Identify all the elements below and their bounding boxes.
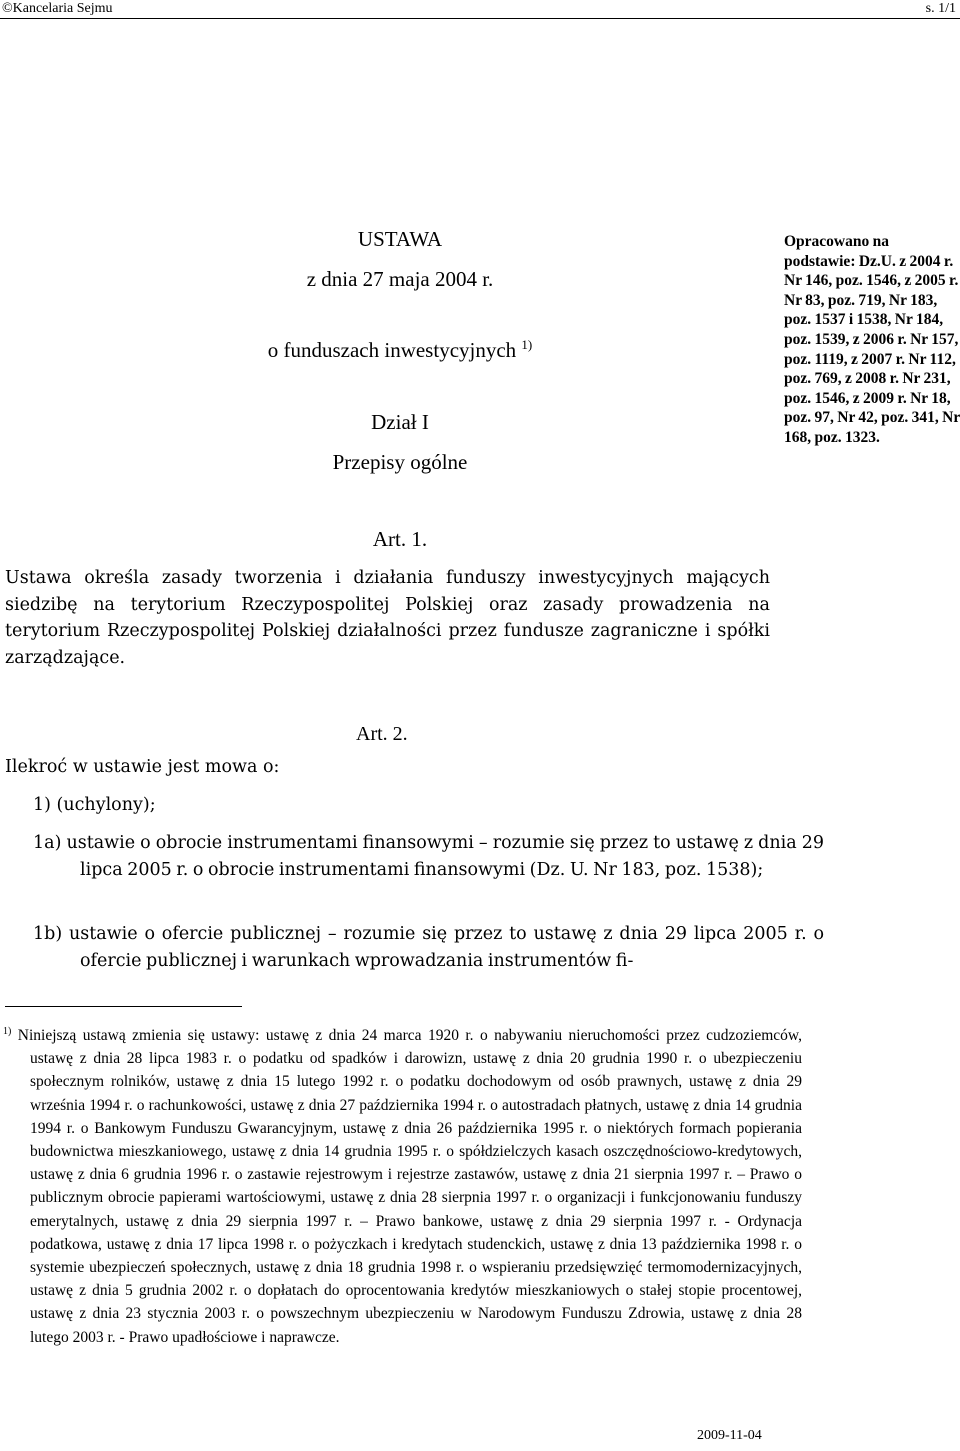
article-2-intro: Ilekroć w ustawie jest mowa o: — [5, 757, 280, 777]
article-2-heading: Art. 2. — [356, 723, 408, 745]
source-sidenote: Opracowano na podstawie: Dz.U. z 2004 r. Nr 146, poz. 1546, z 2005 r. Nr 83, poz. 719, Nr 183, poz. 1537 i 1538, Nr 184, poz. 1539, z 2006 r. Nr 157, poz. 1119, z 2007 r. Nr 112, poz. 769, z 2008 r. Nr 231, poz. 1546, z 2009 r. Nr 18, poz. 97, Nr 42, poz. 341, Nr 168, poz. 1323. — [784, 233, 960, 446]
copyright-label: ©Kancelaria Sejmu — [2, 1, 113, 16]
division-number: Dział I — [371, 410, 429, 434]
article-1-text: Ustawa określa zasady tworzenia i działania funduszy inwestycyjnych mających siedzibę na terytorium Rzeczypospolitej Polskiej oraz zasady prowadzenia na terytorium Rzeczypospolitej Polskiej działalności przez fundusze zagraniczne i spółki zarządzające. — [5, 568, 770, 668]
footnote-ref[interactable]: 1) — [521, 337, 533, 352]
act-date: z dnia 27 maja 2004 r. — [306, 267, 494, 291]
page-number: s. 1/1 — [925, 1, 956, 16]
footnote-text: Niniejszą ustawą zmienia się ustawy: ustawę z dnia 24 marca 1920 r. o nabywaniu nieruchomości przez cudzoziemców, ustawę z dnia 28 lipca 1983 r. o podatku od spadków i darowizn, ustawę z dnia 20 grudnia 1990 r. o ubezpieczeniu społecznym rolników, ustawę z dnia 15 lutego 1992 r. o podatku dochodowym od osób prawnych, ustawę z dnia 29 września 1994 r. o rachunkowości, ustawę z dnia 27 października 1994 r. o autostradach płatnych, ustawę z dnia 14 grudnia 1994 r. o Bankowym Funduszu Gwarancyjnym, ustawę z dnia 26 października 1995 r. o niektórych formach popierania budownictwa mieszkaniowego, ustawę z dnia 14 grudnia 1995 r. o spółdzielczych kasach oszczędnościowo-kredytowych, ustawę z dnia 6 grudnia 1996 r. o zastawie rejestrowym i rejestrze zastawów, ustawę z dnia 21 sierpnia 1997 r. – Prawo o publicznym obrocie papierami wartościowymi, ustawę z dnia 28 sierpnia 1997 r. o organizacji i funkcjonowaniu funduszy emerytalnych, ustawę z dnia 29 sierpnia 1997 r. – Prawo bankowe, ustawę z dnia 29 sierpnia 1997 r. - Ordynacja podatkowa, ustawę z dnia 17 lipca 1998 r. o pożyczkach i kredytach studenckich, ustawę z dnia 13 października 1998 r. o systemie ubezpieczeń społecznych, ustawę z dnia 18 grudnia 1998 r. o wspieraniu przedsięwzięć termomodernizacyjnych, ustawę z dnia 5 grudnia 2002 r. o dopłatach do oprocentowania kredytów mieszkaniowych o stałej stopie procentowej, ustawę z dnia 23 stycznia 2003 r. o powszechnym ubezpieczeniu w Narodowym Funduszu Zdrowia, ustawę z dnia 28 lutego 2003 r. - Prawo upadłościowe i naprawcze. — [17, 1027, 802, 1346]
act-name-text: o funduszach inwestycyjnych — [267, 338, 517, 362]
article-2-item-1a: 1a) ustawie o obrocie instrumentami finansowymi – rozumie się przez to ustawę z dnia 29 lipca 2005 r. o obrocie instrumentami finansowymi (Dz. U. Nr 183, poz. 1538); — [33, 833, 824, 880]
footnote-marker: 1) — [3, 1025, 12, 1037]
act-name — [210, 338, 590, 362]
article-1-heading: Art. 1. — [372, 527, 428, 551]
article-2-item-1b: 1b) ustawie o ofercie publicznej – rozumie się przez to ustawę z dnia 29 lipca 2005 r. o ofercie publicznej i warunkach wprowadzania instrumentów fi- — [33, 924, 824, 971]
division-title: Przepisy ogólne — [332, 450, 468, 474]
footer-date: 2009-11-04 — [697, 1428, 762, 1443]
header-rule — [0, 18, 960, 19]
page-header — [0, 0, 960, 20]
footnote — [3, 1024, 802, 1349]
article-2-item-1: 1) (uchylony); — [33, 795, 156, 815]
footnote-rule — [5, 1006, 242, 1007]
act-type: USTAWA — [357, 227, 443, 251]
